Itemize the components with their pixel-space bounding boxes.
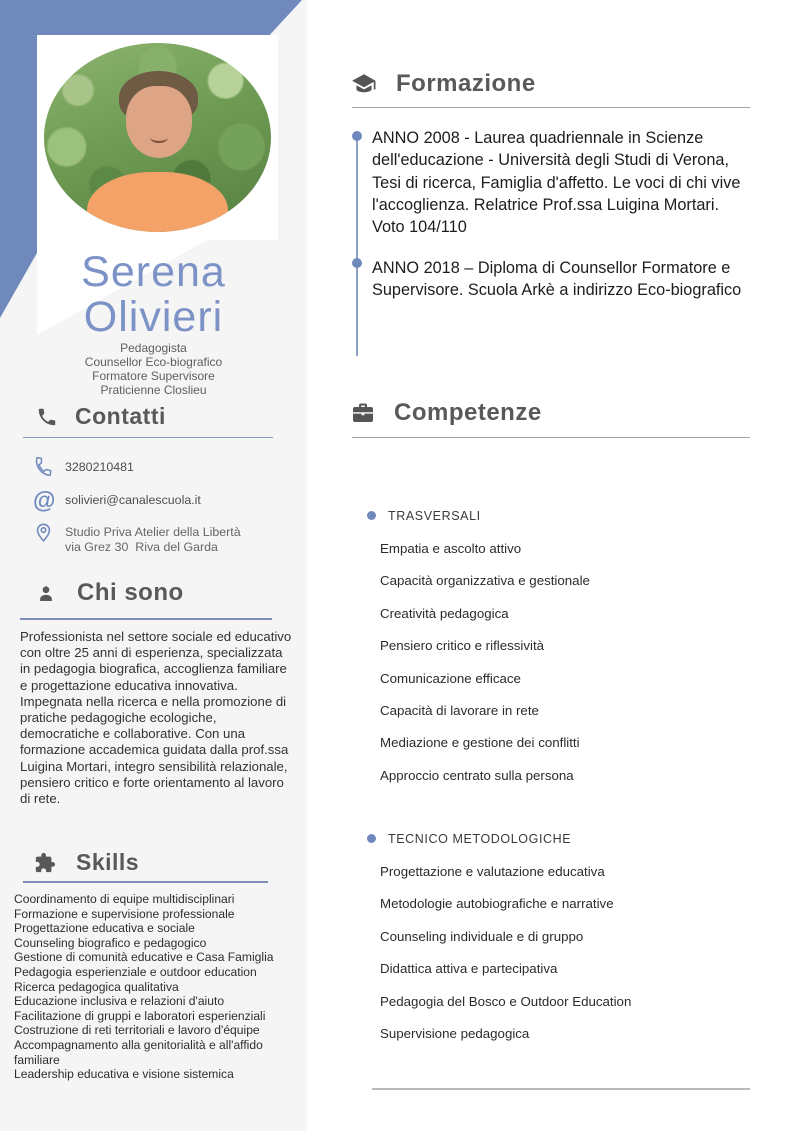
competences-heading-label: Competenze <box>394 399 542 426</box>
skill-item: Pedagogia esperienziale e outdoor education <box>14 964 257 979</box>
skill-item: Facilitazione di gruppi e laboratori esperienziali <box>14 1008 266 1023</box>
competence-item: Empatia e ascolto attivo <box>380 541 522 556</box>
competences-heading <box>350 399 542 427</box>
skill-item: Formazione e supervisione professionale <box>14 906 235 921</box>
address <box>65 521 241 555</box>
photo-person-face <box>126 86 192 158</box>
competence-list-tecnico <box>380 865 631 1059</box>
skills-divider <box>23 881 268 883</box>
competence-item: Supervisione pedagogica <box>380 1025 530 1041</box>
photo-card <box>37 35 278 240</box>
competence-item: Progettazione e valutazione educativa <box>380 864 605 879</box>
skill-item: Accompagnamento alla genitorialità e all'affido familiare <box>14 1037 263 1067</box>
competence-item: Capacità organizzativa e gestionale <box>380 573 590 589</box>
education-heading-label: Formazione <box>396 70 536 97</box>
competence-group-label: TECNICO METODOLOGICHE <box>388 832 572 846</box>
contact-phone-row <box>33 456 134 477</box>
address-line2: via Grez 30 Riva del Garda <box>65 539 218 554</box>
contacts-heading-label: Contatti <box>75 403 166 429</box>
location-pin-icon <box>33 521 65 555</box>
role-line: Praticienne Closlieu <box>100 382 207 397</box>
photo-person-shirt <box>87 172 228 232</box>
skill-item: Counseling biografico e pedagogico <box>14 935 207 950</box>
address-line1: Studio Priva Atelier della Libertà <box>65 525 241 539</box>
competence-item: Capacità di lavorare in rete <box>380 702 539 718</box>
skill-item: Coordinamento di equipe multidisciplinari <box>14 892 235 906</box>
about-text: Professionista nel settore sociale ed educativo con oltre 25 anni di esperienza, specializzata in pedagogia biografica, accoglienza familiare e progettazione educativa innovativa. Impegnata nella ricerca e nella promozione di pratiche pedagogiche ecologiche, democratiche e collaborative. Con una formazione accademica guidata dalla prof.ssa Luigina Mortari, integro sensibilità relazionale, pensiero critico e forte orientamento al lavoro di rete. <box>20 629 292 807</box>
graduation-cap-icon <box>350 71 378 97</box>
contacts-divider <box>23 437 273 438</box>
first-name: Serena <box>81 248 226 296</box>
competence-item: Didattica attiva e partecipativa <box>380 961 558 977</box>
briefcase-icon <box>350 401 376 425</box>
education-entry: ANNO 2018 – Diploma di Counsellor Formatore e Supervisore. Scuola Arkè a indirizzo Eco-biografico <box>372 259 742 300</box>
profile-photo <box>44 43 271 232</box>
about-heading <box>36 579 184 607</box>
puzzle-icon <box>34 852 56 874</box>
role-line: Pedagogista <box>120 341 187 355</box>
competence-item: Mediazione e gestione dei conflitti <box>380 735 580 751</box>
timeline-dot <box>352 258 362 268</box>
phone-number: 3280210481 <box>65 460 134 474</box>
skills-list <box>14 892 306 1082</box>
about-divider <box>20 618 272 620</box>
bottom-divider <box>372 1088 750 1090</box>
education-divider <box>352 107 750 108</box>
group-bullet <box>367 511 376 520</box>
skill-item: Leadership educativa e visione sistemica <box>14 1067 234 1082</box>
education-entry: ANNO 2008 - Laurea quadriennale in Scienze dell'educazione - Università degli Studi di Verona, Tesi di ricerca, Famiglia d'affetto. Le voci di chi vive l'accoglienza. Relatrice Prof.ssa Luigina Mortari. Voto 104/110 <box>372 129 741 237</box>
competence-item: Pedagogia del Bosco e Outdoor Education <box>380 993 632 1009</box>
photo-person-smile <box>150 132 168 143</box>
competence-group-label: TRASVERSALI <box>388 509 481 523</box>
person-name <box>0 250 307 340</box>
role-lines <box>0 342 307 398</box>
competence-list-trasversali <box>380 542 590 801</box>
person-icon <box>36 583 56 604</box>
contact-email-row <box>33 489 201 511</box>
about-heading-label: Chi sono <box>77 579 184 606</box>
competence-item: Creatività pedagogica <box>380 605 509 621</box>
skill-item: Ricerca pedagogica qualitativa <box>14 979 179 994</box>
education-heading <box>350 70 536 98</box>
timeline-dot <box>352 131 362 141</box>
last-name: Olivieri <box>83 293 224 341</box>
skill-item: Progettazione educativa e sociale <box>14 921 195 936</box>
email-address: solivieri@canalescuola.it <box>65 493 201 507</box>
competence-item: Metodologie autobiografiche e narrative <box>380 896 614 912</box>
role-line: Formatore Supervisore <box>92 368 215 383</box>
competence-item: Pensiero critico e riflessività <box>380 638 545 654</box>
contacts-heading <box>36 403 166 430</box>
at-icon: @ <box>33 487 56 513</box>
timeline-line <box>356 140 358 356</box>
competences-divider <box>352 437 750 438</box>
competence-item: Approccio centrato sulla persona <box>380 767 574 783</box>
contact-address-row <box>33 521 241 555</box>
competence-item: Counseling individuale e di gruppo <box>380 928 584 944</box>
phone-icon <box>36 406 58 428</box>
group-bullet <box>367 834 376 843</box>
phone-icon <box>33 456 65 477</box>
skill-item: Costruzione di reti territoriali e lavoro d'équipe <box>14 1023 260 1038</box>
skills-heading-label: Skills <box>76 849 140 875</box>
skills-heading <box>34 849 139 876</box>
left-sidebar <box>0 0 307 1131</box>
role-line: Counsellor Eco-biografico <box>84 354 223 369</box>
competence-item: Comunicazione efficace <box>380 670 521 686</box>
skill-item: Educazione inclusiva e relazioni d'aiuto <box>14 994 225 1009</box>
skill-item: Gestione di comunità educative e Casa Famiglia <box>14 950 274 965</box>
